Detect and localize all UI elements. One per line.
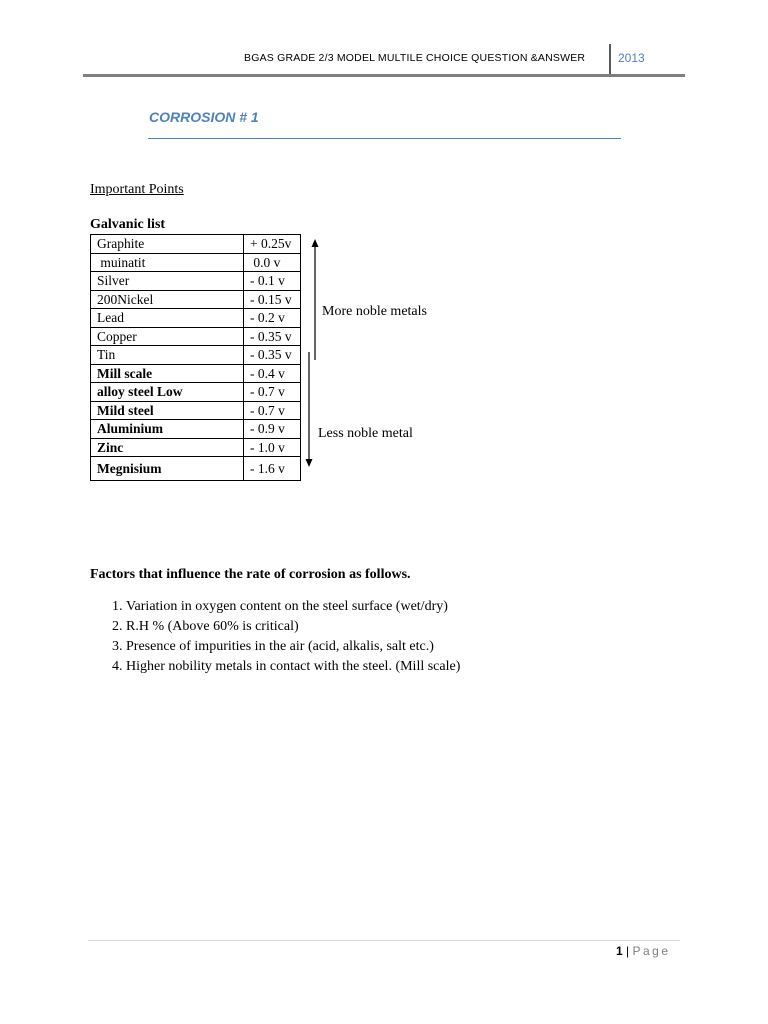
voltage-cell: 0.0 v [244,253,301,272]
header-title: BGAS GRADE 2/3 MODEL MULTILE CHOICE QUESTION &ANSWER [244,52,586,64]
voltage-cell: - 1.6 v [244,457,301,481]
voltage-cell: - 0.7 v [244,401,301,420]
factors-heading: Factors that influence the rate of corrosion as follows. [90,567,411,582]
table-row [91,235,301,254]
subheading-important-points: Important Points [90,182,184,197]
metal-cell: Mild steel [91,401,244,420]
table-row [91,383,301,402]
page-footer [616,944,671,958]
voltage-cell: - 0.35 v [244,346,301,365]
factors-list [88,597,686,677]
voltage-cell: - 0.7 v [244,383,301,402]
voltage-cell: - 0.35 v [244,327,301,346]
table-row [91,346,301,365]
section-title: CORROSION # 1 [149,109,259,125]
galvanic-table [90,234,301,481]
metal-cell: Aluminium [91,420,244,439]
voltage-cell: - 0.2 v [244,309,301,328]
metal-cell: Zinc [91,438,244,457]
metal-cell: 200Nickel [91,290,244,309]
metal-cell: Mill scale [91,364,244,383]
metal-cell: muinatit [91,253,244,272]
page-number: 1 [616,944,623,958]
metal-cell: Megnisium [91,457,244,481]
less-noble-label: Less noble metal [318,426,413,441]
table-row [91,401,301,420]
table-row [91,420,301,439]
table-row [91,272,301,291]
table-row [91,253,301,272]
table-row [91,290,301,309]
list-item: 4. Higher nobility metals in contact with the steel. (Mill scale) [126,657,686,677]
more-noble-label: More noble metals [322,304,427,319]
page-separator: | [622,944,633,958]
voltage-cell: - 0.9 v [244,420,301,439]
galvanic-list-caption: Galvanic list [90,217,166,232]
voltage-cell: - 0.15 v [244,290,301,309]
voltage-cell: - 0.4 v [244,364,301,383]
section-title-rule [148,138,621,139]
metal-cell: Graphite [91,235,244,254]
header-year: 2013 [618,51,645,65]
metal-cell: Tin [91,346,244,365]
table-row [91,327,301,346]
metal-cell: alloy steel Low [91,383,244,402]
metal-cell: Copper [91,327,244,346]
voltage-cell: - 0.1 v [244,272,301,291]
voltage-cell: + 0.25v [244,235,301,254]
header-separator [609,44,611,74]
metal-cell: Lead [91,309,244,328]
page-word: Page [632,944,671,958]
table-row [91,457,301,481]
down-arrow-icon [306,352,313,467]
table-row [91,364,301,383]
list-item: 2. R.H % (Above 60% is critical) [126,617,686,637]
footer-rule [88,940,680,941]
table-row [91,309,301,328]
metal-cell: Silver [91,272,244,291]
header-rule [83,74,685,77]
voltage-cell: - 1.0 v [244,438,301,457]
up-arrow-icon [312,239,319,360]
list-item: 1. Variation in oxygen content on the steel surface (wet/dry) [126,597,686,617]
list-item: 3. Presence of impurities in the air (acid, alkalis, salt etc.) [126,637,686,657]
table-row [91,438,301,457]
